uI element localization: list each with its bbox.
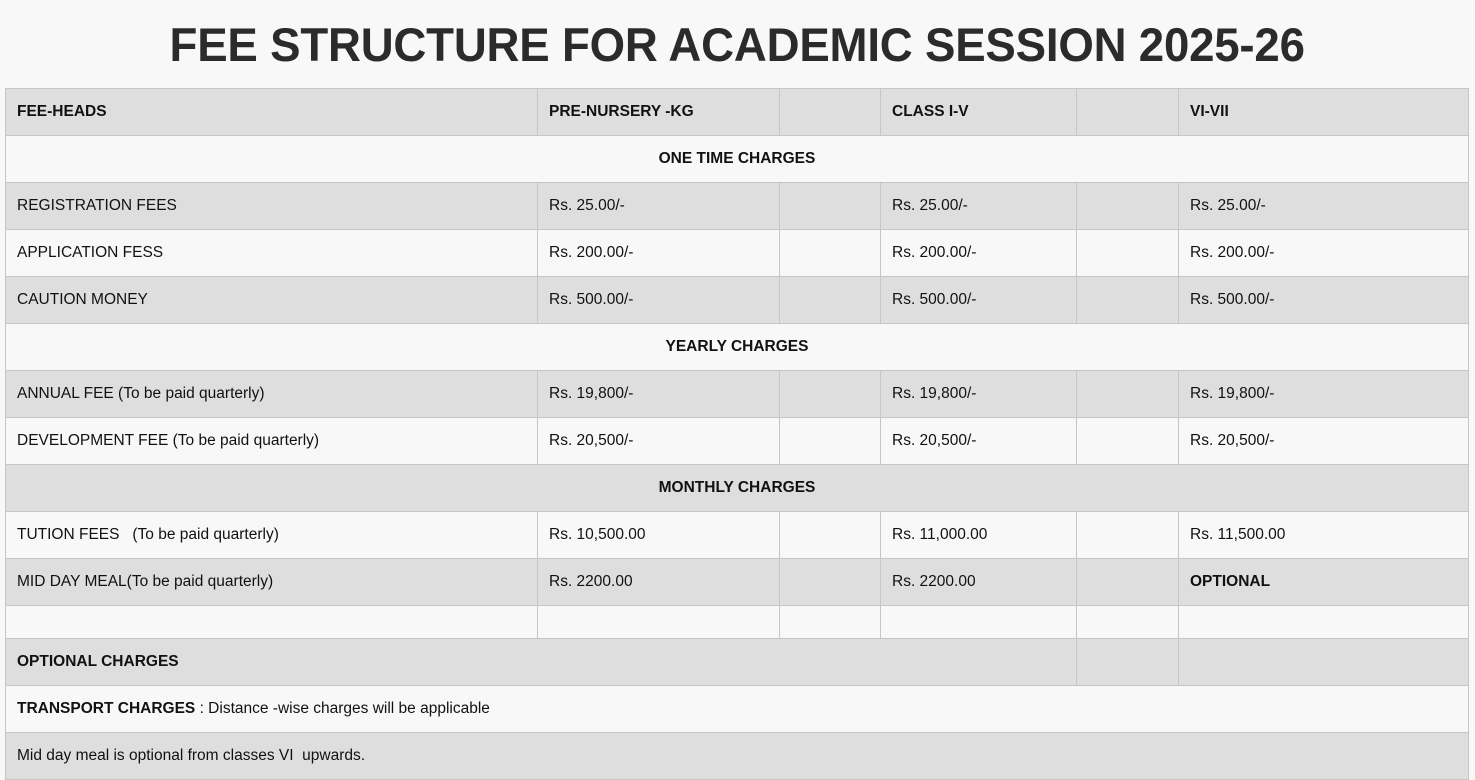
value-cell-spacer-1 [780,371,881,418]
value-cell-spacer-2 [1077,512,1179,559]
value-cell-spacer-1 [780,512,881,559]
section-banner-yearly-charges [6,324,1469,371]
column-header-fee-heads: FEE-HEADS [6,89,538,136]
value-cell-pre: Rs. 19,800/- [538,371,780,418]
table-row [6,512,1469,559]
fee-head-cell: APPLICATION FESS [6,230,538,277]
value-cell-vi: Rs. 19,800/- [1179,371,1469,418]
column-header-vi-vii: VI-VII [1179,89,1469,136]
transport-charges-label: TRANSPORT CHARGES [17,700,196,717]
optional-charges-gap-2 [1077,639,1179,686]
page-title-band [0,0,1475,88]
column-header-spacer-2 [1077,89,1179,136]
value-cell-class: Rs. 2200.00 [881,559,1077,606]
column-header-class-i-v: CLASS I-V [881,89,1077,136]
value-cell-pre: Rs. 10,500.00 [538,512,780,559]
value-cell-spacer-2 [1077,371,1179,418]
value-cell-spacer-2 [1077,183,1179,230]
value-cell-vi: Rs. 11,500.00 [1179,512,1469,559]
spacer-cell-vi [1179,606,1469,639]
value-cell-spacer-2 [1077,418,1179,465]
optional-charges-heading-row [6,639,1469,686]
value-cell-class: Rs. 11,000.00 [881,512,1077,559]
table-spacer-row [6,606,1469,639]
value-cell-pre: Rs. 200.00/- [538,230,780,277]
spacer-cell-class [881,606,1077,639]
table-header-row [6,89,1469,136]
value-cell-class: Rs. 19,800/- [881,371,1077,418]
fee-head-cell: MID DAY MEAL(To be paid quarterly) [6,559,538,606]
value-cell-vi: Rs. 25.00/- [1179,183,1469,230]
transport-charges-detail: : Distance -wise charges will be applicable [195,700,490,717]
section-banner-label: YEARLY CHARGES [6,324,1469,371]
value-cell-vi: Rs. 20,500/- [1179,418,1469,465]
column-header-pre-nursery-kg: PRE-NURSERY -KG [538,89,780,136]
fee-head-cell: REGISTRATION FEES [6,183,538,230]
value-cell-class: Rs. 20,500/- [881,418,1077,465]
fee-structure-table [5,88,1469,780]
value-cell-pre: Rs. 25.00/- [538,183,780,230]
transport-charges-note [6,686,1469,733]
column-header-spacer-1 [780,89,881,136]
table-row [6,183,1469,230]
value-cell-pre: Rs. 2200.00 [538,559,780,606]
value-cell-vi: Rs. 200.00/- [1179,230,1469,277]
optional-charges-label: OPTIONAL CHARGES [6,639,1077,686]
table-row [6,230,1469,277]
fee-head-cell: CAUTION MONEY [6,277,538,324]
table-row [6,559,1469,606]
value-cell-spacer-1 [780,277,881,324]
fee-head-cell: DEVELOPMENT FEE (To be paid quarterly) [6,418,538,465]
spacer-cell-gap-1 [780,606,881,639]
section-banner-label: ONE TIME CHARGES [6,136,1469,183]
table-row [6,371,1469,418]
spacer-cell-pre [538,606,780,639]
spacer-cell-gap-2 [1077,606,1179,639]
table-row [6,418,1469,465]
spacer-cell-fee-head [6,606,538,639]
value-cell-spacer-1 [780,230,881,277]
value-cell-spacer-2 [1077,230,1179,277]
page-title: FEE STRUCTURE FOR ACADEMIC SESSION 2025-26 [169,17,1306,71]
value-cell-pre: Rs. 500.00/- [538,277,780,324]
note-row-transport-charges [6,686,1469,733]
note-row-mid-day-meal [6,733,1469,780]
section-banner-one-time-charges [6,136,1469,183]
section-banner-label: MONTHLY CHARGES [6,465,1469,512]
fee-head-cell: TUTION FEES (To be paid quarterly) [6,512,538,559]
value-cell-spacer-2 [1077,559,1179,606]
value-cell-spacer-1 [780,418,881,465]
fee-head-cell: ANNUAL FEE (To be paid quarterly) [6,371,538,418]
value-cell-class: Rs. 200.00/- [881,230,1077,277]
mid-day-meal-note [6,733,1469,780]
value-cell-spacer-1 [780,559,881,606]
value-cell-class: Rs. 500.00/- [881,277,1077,324]
value-cell-spacer-1 [780,183,881,230]
value-cell-vi-optional: OPTIONAL [1179,559,1469,606]
section-banner-monthly-charges [6,465,1469,512]
value-cell-vi: Rs. 500.00/- [1179,277,1469,324]
value-cell-class: Rs. 25.00/- [881,183,1077,230]
value-cell-pre: Rs. 20,500/- [538,418,780,465]
value-cell-spacer-2 [1077,277,1179,324]
optional-charges-vi [1179,639,1469,686]
mid-day-meal-detail: Mid day meal is optional from classes VI upwards. [17,747,366,764]
table-row [6,277,1469,324]
